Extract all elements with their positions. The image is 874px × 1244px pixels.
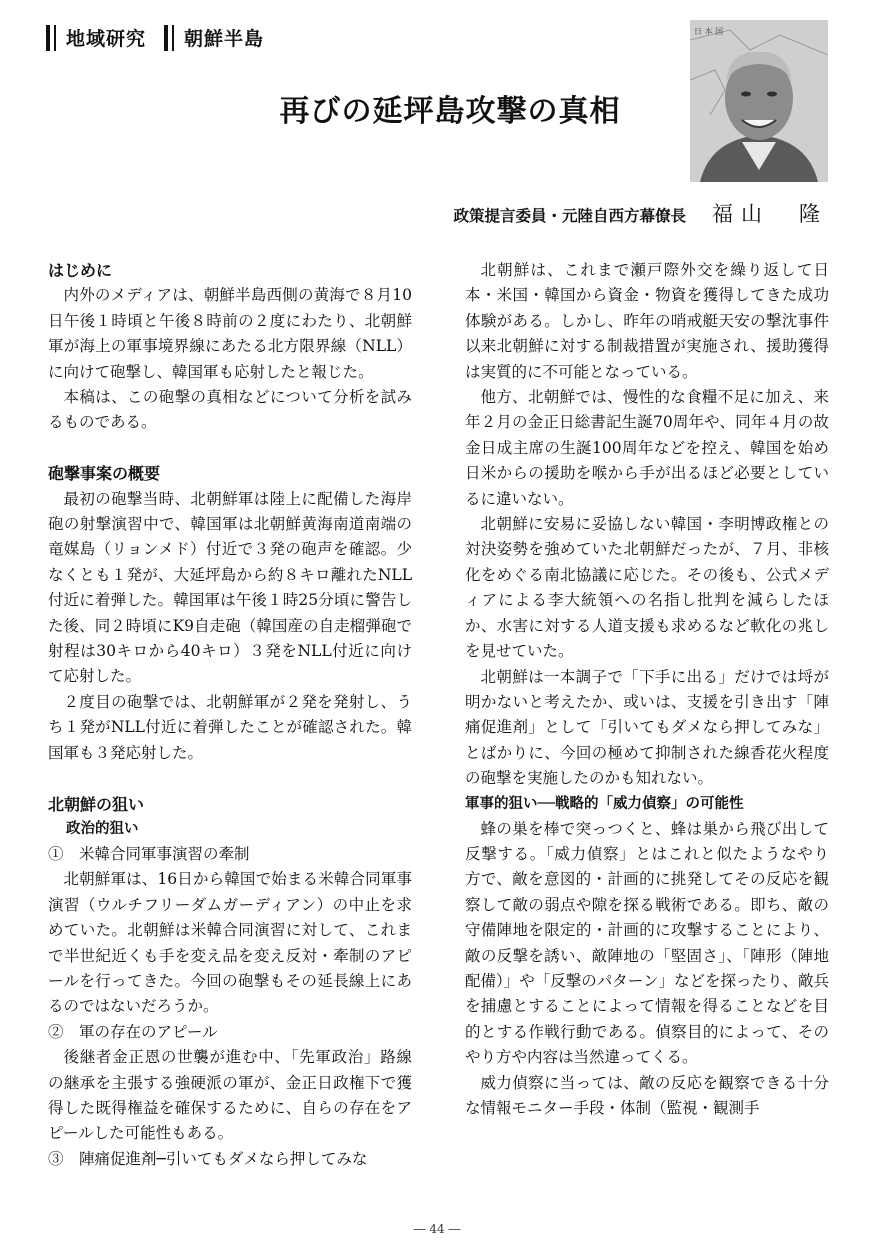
article-title: 再びの延坪島攻撃の真相 — [279, 94, 621, 129]
tag-region-studies: 地域研究 — [66, 28, 147, 50]
paragraph: 北朝鮮は一本調子で「下手に出る」だけでは埒が明かないと考えたか、或いは、支援を引き出す「陣痛促進剤」として「引いてもダメなら押してみな」とばかりに、今回の極めて抑制された線香花火程度の砲撃を実施したのかも知れない。 — [465, 667, 829, 788]
paragraph: 本稿は、この砲撃の真相などについて分析を試みるものである。 — [48, 388, 412, 432]
paragraph: 後継者金正恩の世襲が進む中、「先軍政治」路線の継承を主張する強硬派の軍が、金正日政権下で獲得した既得権益を確保するために、自らの存在をアピールした可能性もある。 — [48, 1048, 412, 1143]
subheading-political: 政治的狙い — [66, 820, 139, 837]
paragraph: 北朝鮮に安易に妥協しない韓国・李明博政権との対決姿勢を強めていた北朝鮮だったが、７月、非核化をめぐる南北協議に応じた。その後も、公式メディアによる李大統領への名指し批判を減らしたほか、水害に対する人道支援も求めるなど軟化の兆しを見せていた。 — [465, 515, 829, 661]
paragraph: 最初の砲撃当時、北朝鮮軍は陸上に配備した海岸砲の射撃演習中で、韓国軍は北朝鮮黄海南道南端の竜媒島（リョンメド）付近で３発の砲声を確認。少なくとも１発が、大延坪島から約８キロ離れたNLL付近に着弾した。韓国軍は午後１時25分頃に警告した後、同２時頃にK9自走砲（韓国産の自走榴弾砲で射程は30キロから40キロ）３発をNLL付近に向けて応射した。 — [48, 489, 412, 686]
section-tag — [46, 24, 272, 51]
svg-text:日 本 国: 日 本 国 — [694, 27, 724, 36]
heading-overview: 砲撃事案の概要 — [48, 464, 161, 484]
paragraph: 北朝鮮軍は、16日から韓国で始まる米韓合同軍事演習（ウルチフリーダムガーディアン）の中止を求めていた。北朝鮮は米韓合同演習に対して、これまで半世紀近くも手を変え品を変え反対・牽制のアピールを行ってきた。今回の砲撃もその延長線上にあるのではないだろうか。 — [48, 870, 412, 1016]
tag-bar-icon — [46, 25, 56, 51]
paragraph: 北朝鮮は、これまで瀬戸際外交を繰り返して日本・米国・韓国から資金・物資を獲得してきた成功体験がある。しかし、昨年の哨戒艇天安の撃沈事件以来北朝鮮に対する制裁措置が実施され、援助獲得は実質的に不可能となっている。 — [465, 261, 829, 381]
tag-bar-icon — [164, 25, 174, 51]
paragraph: 他方、北朝鮮では、慢性的な食糧不足に加え、来年２月の金正日総書記生誕70周年や、同年４月の故金日成主席の生誕100周年などを控え、韓国を始め日米からの援助を喉から手が出るほど必要としているに違いない。 — [465, 388, 829, 508]
paragraph: ２度目の砲撃では、北朝鮮軍が２発を発射し、うち１発がNLL付近に着弾したことが確認された。韓国軍も３発応射した。 — [48, 692, 412, 762]
author-role: 政策提言委員・元陸自西方幕僚長 — [453, 207, 686, 225]
page-number: ― 44 ― — [413, 1222, 461, 1236]
author-name: 福山 隆 — [712, 202, 828, 226]
list-item: ③ 陣痛促進剤─引いてもダメなら押してみな — [48, 1149, 368, 1168]
list-item: ② 軍の存在のアピール — [48, 1022, 218, 1041]
left-column — [48, 258, 412, 1172]
paragraph: 内外のメディアは、朝鮮半島西側の黄海で８月10日午後１時頃と午後８時前の２度にわたり、北朝鮮軍が海上の軍事境界線にあたる北方限界線（NLL）に向けて砲撃し、韓国軍も応射したと報じた。 — [48, 286, 412, 381]
paragraph: 威力偵察に当っては、敵の反応を観察できる十分な情報モニター手段・体制（監視・観測手 — [465, 1073, 829, 1117]
paragraph: 蜂の巣を棒で突っつくと、蜂は巣から飛び出して反撃する。「威力偵察」とはこれと似たようなやり方で、敵を意図的・計画的に挑発してその反応を観察して敵の弱点や隙を探る戦術である。即ち、敵の守備陣地を限定的・計画的に攻撃することにより、敵の反撃を誘い、敵陣地の「堅固さ」、「陣形（陣地配備）」や「反撃のパターン」などを探ったり、敵兵を捕慮とすることによって情報を得ることなどを目的とする作戦行動である。偵察目的によって、そのやり方や内容は当然違ってくる。 — [465, 819, 829, 1067]
heading-aims: 北朝鮮の狙い — [48, 794, 145, 814]
subheading-military: 軍事的狙い──戦略的「威力偵察」の可能性 — [465, 795, 744, 812]
list-item: ① 米韓合同軍事演習の牽制 — [48, 844, 250, 863]
author-photo — [690, 20, 828, 182]
byline — [453, 198, 828, 228]
tag-korean-peninsula: 朝鮮半島 — [184, 28, 265, 50]
heading-introduction: はじめに — [48, 261, 113, 280]
right-column — [465, 258, 829, 1121]
